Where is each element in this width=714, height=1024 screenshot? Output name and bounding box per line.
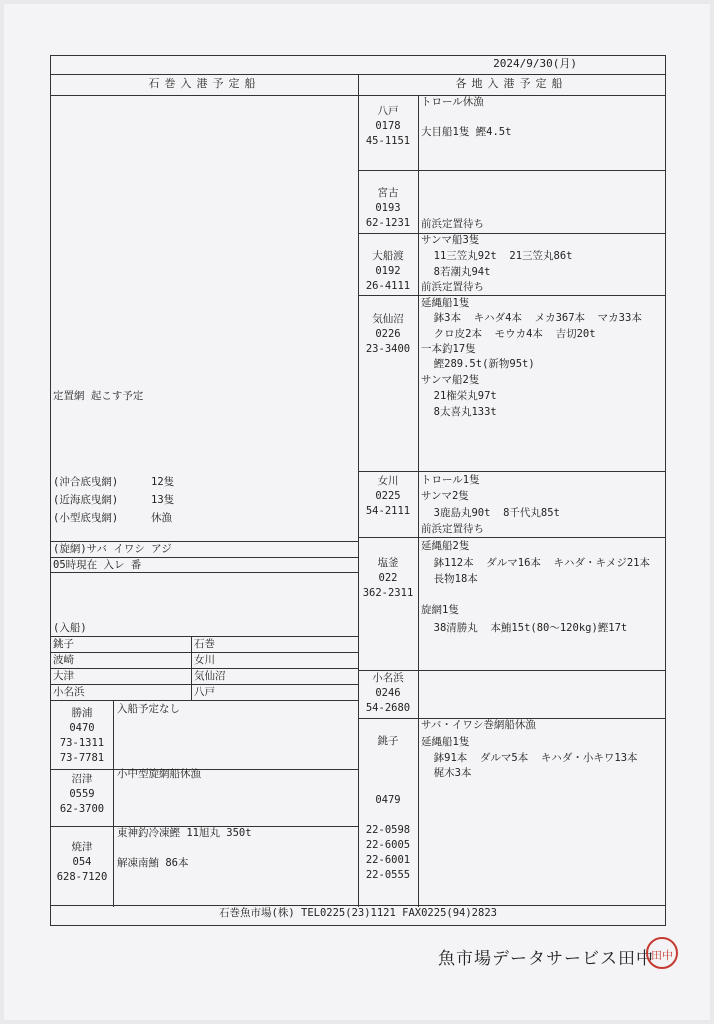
port-code: 0559 — [69, 788, 95, 800]
port-line: サンマ船3隻 — [421, 234, 480, 246]
port-line: 梶木3本 — [421, 767, 472, 779]
sokobiki-value: 13隻 — [151, 494, 175, 506]
port-line: 8若潮丸94t — [421, 266, 491, 278]
port-line: トロール休漁 — [421, 96, 484, 108]
makiami-text: (旋網)サバ イワシ アジ — [53, 543, 172, 555]
sokobiki-name: (近海底曳網) — [53, 494, 119, 506]
port-line: 延縄船1隻 — [421, 736, 470, 748]
port-tel: 628-7120 — [56, 871, 108, 883]
port-tel: 45-1151 — [365, 135, 411, 147]
port-line: 3鹿島丸90t 8千代丸85t — [421, 507, 560, 519]
footer-contact: 石巻魚市場(株) TEL0225(23)1121 FAX0225(94)2823 — [219, 907, 497, 919]
sokobiki-value: 12隻 — [151, 476, 175, 488]
port-name: 勝浦 — [71, 707, 93, 719]
port-line: 長物18本 — [421, 573, 478, 585]
port-line: クロ皮2本 モウカ4本 吉切20t — [421, 328, 596, 340]
header-ishinomaki: 石巻入港予定船 — [148, 77, 261, 90]
port-code: 022 — [378, 572, 398, 584]
report-date: 2024/9/30(月) — [493, 57, 577, 70]
nyusen-cell: 気仙沼 — [194, 670, 226, 682]
port-line: 大目船1隻 鰹4.5t — [421, 126, 512, 138]
sokobiki-name: (沖合底曳網) — [53, 476, 119, 488]
port-line: トロール1隻 — [421, 474, 480, 486]
sokobiki-name: (小型底曳網) — [53, 512, 119, 524]
port-tel: 54-2111 — [365, 505, 411, 517]
port-line: サバ・イワシ巻網船休漁 — [421, 719, 536, 731]
port-line: 入船予定なし — [117, 703, 180, 715]
port-line: 鉢112本 ダルマ16本 キハダ・キメジ21本 — [421, 557, 650, 569]
port-line: 前浜定置待ち — [421, 523, 484, 535]
nyusen-cell: 石巻 — [194, 638, 215, 650]
port-tel: 73-7781 — [59, 752, 105, 764]
port-line: 21権栄丸97t — [421, 390, 497, 402]
port-line: 小中型旋網船休漁 — [117, 768, 201, 780]
port-name: 小名浜 — [372, 672, 404, 684]
nyusen-cell: 女川 — [194, 654, 215, 666]
sokobiki-value: 休漁 — [151, 512, 172, 524]
port-name: 女川 — [377, 475, 399, 487]
port-name: 気仙沼 — [372, 313, 404, 325]
port-name: 塩釜 — [377, 557, 399, 569]
port-code: 0226 — [375, 328, 401, 340]
port-line: 前浜定置待ち — [421, 218, 484, 230]
port-line: 前浜定置待ち — [421, 281, 484, 293]
port-tel: 73-1311 — [59, 737, 105, 749]
port-line: 東神釣冷凍鰹 11旭丸 350t — [117, 827, 252, 839]
port-line: 鉢3本 キハダ4本 メカ367本 マカ33本 — [421, 312, 642, 324]
nyusen-cell: 銚子 — [53, 638, 74, 650]
port-tel: 62-1231 — [365, 217, 411, 229]
port-code: 0479 — [375, 794, 401, 806]
port-code: 0225 — [375, 490, 401, 502]
report-table — [50, 55, 666, 926]
port-line: 延縄船1隻 — [421, 297, 470, 309]
port-line: 旋網1隻 — [421, 604, 459, 616]
teichi-text: 定置網 起こす予定 — [53, 390, 144, 402]
port-tel: 22-0598 22-6005 22-6001 22-0555 — [365, 824, 411, 881]
port-name: 焼津 — [71, 841, 93, 853]
port-line: 11三笠丸92t 21三笠丸86t — [421, 250, 573, 262]
port-line: 一本釣17隻 — [421, 343, 476, 355]
port-tel: 26-4111 — [365, 280, 411, 292]
port-tel: 362-2311 — [362, 587, 414, 599]
port-code: 0192 — [375, 265, 401, 277]
port-name: 沼津 — [71, 773, 93, 785]
port-name: 八戸 — [377, 105, 399, 117]
port-code: 0470 — [69, 722, 95, 734]
seal-stamp: 田中 — [646, 937, 678, 969]
nyusen-cell: 大津 — [53, 670, 74, 682]
port-name: 宮古 — [377, 187, 399, 199]
port-tel: 54-2680 — [365, 702, 411, 714]
port-name: 大船渡 — [372, 250, 404, 262]
port-line: 解凍南鮪 86本 — [117, 857, 189, 869]
port-line: サンマ船2隻 — [421, 374, 480, 386]
port-line: 鉢91本 ダルマ5本 キハダ・小キワ13本 — [421, 752, 638, 764]
genzai-text: 05時現在 入レ 番 — [53, 559, 142, 571]
port-code: 0246 — [375, 687, 401, 699]
port-line: 8太喜丸133t — [421, 406, 497, 418]
port-line: 鰹289.5t(新物95t) — [421, 358, 535, 370]
port-code: 0178 — [375, 120, 401, 132]
port-line: サンマ2隻 — [421, 490, 469, 502]
signature: 魚市場データサービス田中 — [438, 949, 654, 969]
port-code: 054 — [72, 856, 92, 868]
port-tel: 23-3400 — [365, 343, 411, 355]
header-kakuchi: 各地入港予定船 — [455, 77, 568, 90]
nyusen-cell: 波崎 — [53, 654, 74, 666]
nyusen-cell: 小名浜 — [53, 686, 85, 698]
port-line: 38清勝丸 本鮪15t(80～120kg)鰹17t — [421, 622, 628, 634]
port-name: 銚子 — [377, 735, 399, 747]
port-code: 0193 — [375, 202, 401, 214]
nyusen-title: (入船) — [53, 622, 87, 634]
port-tel: 62-3700 — [59, 803, 105, 815]
port-line: 延縄船2隻 — [421, 540, 470, 552]
nyusen-cell: 八戸 — [194, 686, 215, 698]
